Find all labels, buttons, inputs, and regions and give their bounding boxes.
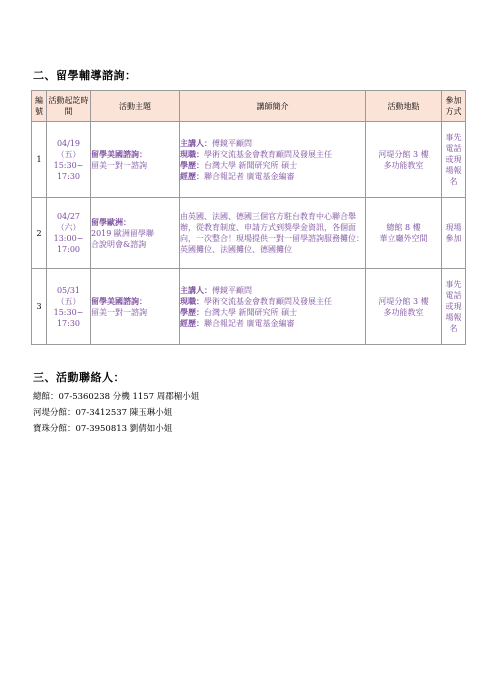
- row-place: 河堤分館 3 樓 多功能教室: [366, 122, 442, 198]
- contact-main-library: 總館：07-5360238 分機 1157 周郡楣小姐: [33, 392, 200, 402]
- row-method: 現場 參加: [442, 198, 466, 269]
- row-time: 04/19 （五） 15:30~ 17:30: [47, 122, 91, 198]
- consultation-table: [31, 90, 466, 345]
- row-method: 事先 電話 或現 場報 名: [442, 122, 466, 198]
- row-time: 05/31 （五） 15:30~ 17:30: [47, 269, 91, 345]
- table-row: [32, 198, 466, 269]
- header-no: 編號: [32, 91, 47, 122]
- header-bio: 講師簡介: [180, 91, 366, 122]
- row-topic: 留學美國諮詢： 留美一對一諮詢: [91, 122, 180, 198]
- table-row: [32, 269, 466, 345]
- row-place: 總館 8 樓 華立廳外空間: [366, 198, 442, 269]
- contact-baozhu-branch: 寶珠分館：07-3950813 劉倩如小姐: [33, 424, 173, 434]
- row-place: 河堤分館 3 樓 多功能教室: [366, 269, 442, 345]
- contact-hedi-branch: 河堤分館：07-3412537 陳玉琳小姐: [33, 408, 173, 418]
- header-topic: 活動主題: [91, 91, 180, 122]
- header-time: 活動起訖時間: [47, 91, 91, 122]
- section-2-heading: 二、留學輔導諮詢：: [33, 69, 137, 82]
- header-method: 參加方式: [442, 91, 466, 122]
- table-header-row: [32, 91, 466, 122]
- row-time: 04/27 （六） 13:00~ 17:00: [47, 198, 91, 269]
- row-topic: 留學美國諮詢： 留美一對一諮詢: [91, 269, 180, 345]
- row-number: 1: [32, 122, 47, 198]
- row-method: 事先 電話 或現 場報 名: [442, 269, 466, 345]
- row-speaker-bio: 主講人：傅鏡平顧問 現職：學術交流基金會教育顧問及發展主任 學歷：台灣大學 新聞研究所 碩士 經歷：聯合報記者 廣電基金編審: [180, 269, 366, 345]
- row-number: 3: [32, 269, 47, 345]
- section-3-heading: 三、活動聯絡人：: [33, 371, 125, 384]
- header-place: 活動地點: [366, 91, 442, 122]
- row-number: 2: [32, 198, 47, 269]
- row-speaker-bio: 主講人：傅鏡平顧問 現職：學術交流基金會教育顧問及發展主任 學歷：台灣大學 新聞研究所 碩士 經歷：聯合報記者 廣電基金編審: [180, 122, 366, 198]
- row-topic: 留學歐洲： 2019 歐洲留學聯 合說明會&諮詢: [91, 198, 180, 269]
- table-row: [32, 122, 466, 198]
- row-speaker-bio: 由英國、法國、德國三個官方駐台教育中心聯合舉辦，從教育制度、申請方式到獎學金資訊，各個面向，一次整合！現場提供一對一留學諮詢服務攤位：英國攤位、法國攤位、德國攤位: [180, 198, 366, 269]
- contact-list: [33, 389, 199, 437]
